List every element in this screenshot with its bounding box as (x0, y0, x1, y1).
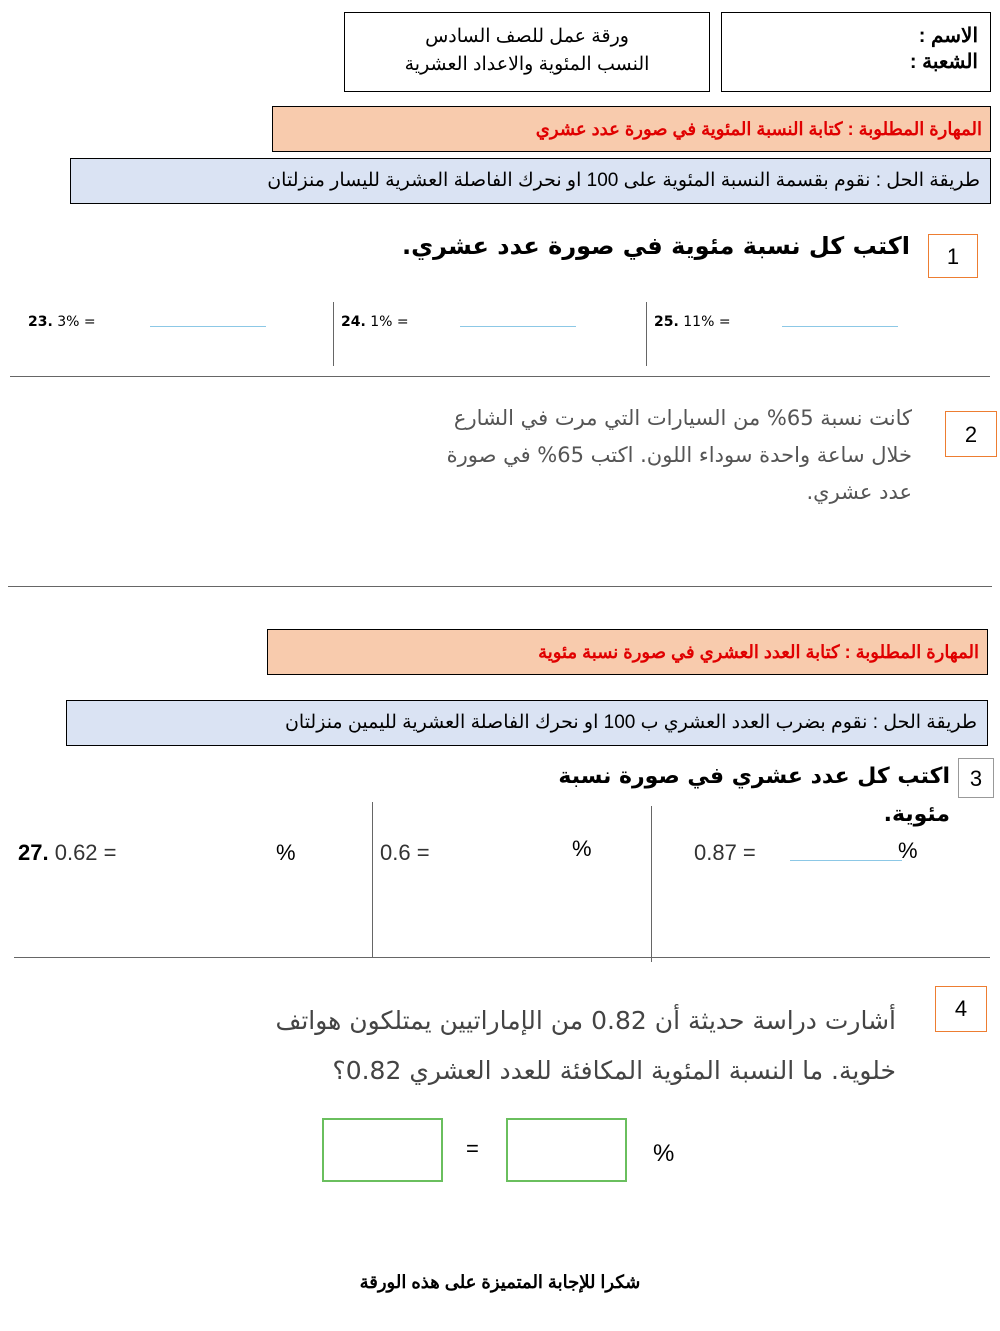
question-heading-1: اكتب كل نسبة مئوية في صورة عدد عشري. (402, 232, 910, 260)
answer-box-percent[interactable] (506, 1118, 627, 1182)
method-banner-1: طريقة الحل : نقوم بقسمة النسبة المئوية على 100 او نحرك الفاصلة العشرية لليسار منزلتان (70, 158, 991, 204)
percent-sign: % (653, 1140, 675, 1167)
problem-25 (654, 310, 784, 334)
section-divider (8, 586, 992, 587)
equals-sign: = (466, 1136, 479, 1161)
problem-line: كانت نسبة 65% من السيارات التي مرت في الشارع (453, 406, 912, 430)
question-heading-3: اكتب كل عدد عشري في صورة نسبة مئوية. (558, 764, 950, 827)
problem-expression: 1% = (370, 314, 409, 330)
percent-sign: % (898, 838, 918, 863)
worksheet-title: ورقة عمل للصف السادس (425, 26, 629, 47)
worksheet-title-box (344, 12, 710, 92)
skill-banner-2: المهارة المطلوبة : كتابة العدد العشري في صورة نسبة مئوية (267, 629, 988, 675)
section-divider (14, 957, 990, 958)
skill-banner-1: المهارة المطلوبة : كتابة النسبة المئوية في صورة عدد عشري (272, 106, 991, 152)
student-info-box (721, 12, 991, 92)
question-number-1: 1 (928, 234, 978, 278)
problem-expression: 11% = (683, 314, 731, 330)
problem-0-87 (694, 838, 794, 868)
problem-line: خلوية. ما النسبة المئوية المكافئة للعدد العشري 0.82؟ (332, 1056, 896, 1085)
question-number-4: 4 (935, 986, 987, 1032)
word-problem-2 (70, 400, 912, 511)
answer-blank-0-87[interactable] (790, 860, 902, 861)
answer-blank-24[interactable] (460, 326, 576, 327)
problem-23 (28, 310, 158, 334)
problem-expression: 3% = (57, 314, 96, 330)
problem-number: 24. (341, 314, 366, 330)
problem-line: عدد عشري. (806, 480, 912, 504)
problem-number: 23. (28, 314, 53, 330)
percent-sign: % (276, 840, 296, 865)
answer-blank-25[interactable] (782, 326, 898, 327)
question-number-2: 2 (945, 411, 997, 457)
percent-sign: % (572, 836, 592, 861)
column-divider (372, 802, 373, 958)
thank-you-note: شكرا للإجابة المتميزة على هذه الورقة (359, 1272, 641, 1292)
method-banner-2: طريقة الحل : نقوم بضرب العدد العشري ب 100 او نحرك الفاصلة العشرية لليمين منزلتان (66, 700, 988, 746)
problem-expression: 0.6 = (380, 840, 430, 865)
answer-blank-23[interactable] (150, 326, 266, 327)
section-divider (10, 376, 990, 377)
problem-number: 25. (654, 314, 679, 330)
worksheet-subtitle: النسب المئوية والاعداد العشرية (404, 54, 650, 75)
question-number-3: 3 (958, 758, 994, 798)
name-label: الاسم : (918, 25, 978, 47)
word-problem-4 (62, 996, 896, 1096)
problem-27 (18, 838, 168, 868)
problem-expression: 0.62 = (54, 840, 117, 865)
problem-line: أشارت دراسة حديثة أن 0.82 من الإماراتيين يمتلكون هواتف (275, 1006, 896, 1035)
answer-box-decimal[interactable] (322, 1118, 443, 1182)
problem-number: 27. (18, 840, 49, 865)
column-divider (333, 302, 334, 366)
problem-line: خلال ساعة واحدة سوداء اللون. اكتب 65% في صورة (446, 443, 912, 467)
section-label: الشعبة : (909, 51, 978, 73)
problem-0-6 (380, 838, 500, 868)
problem-expression: 0.87 = (694, 840, 756, 865)
column-divider (651, 806, 652, 962)
column-divider (646, 302, 647, 366)
problem-24 (341, 310, 461, 334)
